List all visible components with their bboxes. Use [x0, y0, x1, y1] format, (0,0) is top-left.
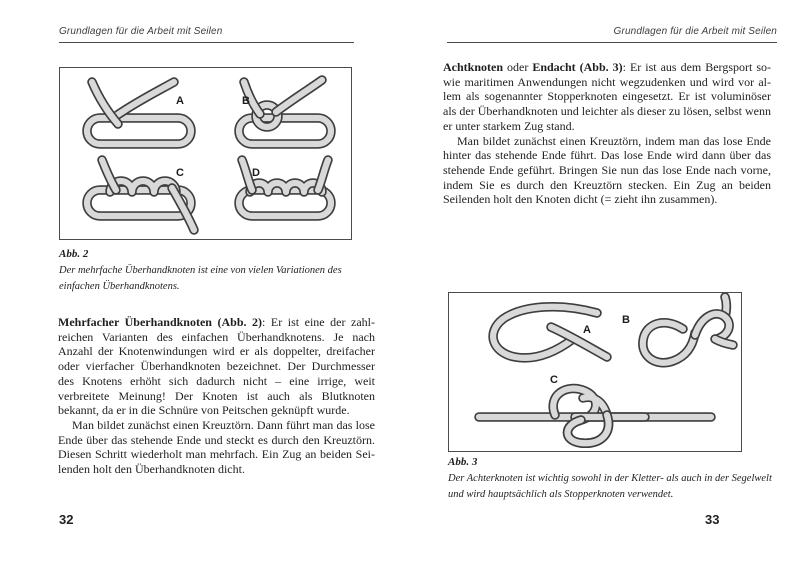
paragraph: Man bildet zunächst einen Kreuztörn, indem man das lose Ende hinter das stehende Ende führt. Das lose Ende wird dann über das stehende Ende geführt. Bringen Sie nun das lose Ende nach vorne, indem Sie es durch den Kreuztörn stecken. Ein Zug an beiden Seilenden holt den Knoten dicht (= zieht ihn zusammen).	[443, 133, 771, 207]
body-text-right	[443, 60, 771, 207]
knot-diagram-a	[493, 307, 607, 358]
body-text-left	[58, 315, 375, 477]
caption-title: Abb. 2	[59, 248, 89, 260]
caption-line: Der Achterknoten ist wichtig sowohl in der Kletter- als auch in der Segelwelt	[448, 473, 772, 484]
knot-label-b: B	[242, 95, 250, 107]
knot-diagram-d	[239, 160, 331, 216]
figure-caption-abb3	[448, 456, 773, 502]
running-head-left: Grundlagen für die Arbeit mit Seilen	[59, 26, 223, 37]
caption-line: und wird hauptsächlich als Stopperknoten verwendet.	[448, 488, 674, 500]
knot-label-b: B	[622, 314, 630, 326]
paragraph: Achtknoten oder Endacht (Abb. 3): Er ist aus dem Bergsport sowie maritimen Anwendungen nicht wegzudenken und wird vor allem als sogenannter Stopperknoten eingesetzt. Er ist voluminöser als der Überhandknoten und leichter als dieser zu lösen, selbst wenn er unter starkem Zug stand.	[443, 60, 771, 133]
paragraph: Mehrfacher Überhandknoten (Abb. 2): Er ist eine der zahlreichen Varianten des einfachen Überhandknotens. Je nach Anzahl der Knotenwindungen wird er als doppelter, dreifacher oder vierfacher Überhandknoten bezeichnet. Der Durchmesser des Knotens erhöht sich dadurch nicht – eine irrige, weit verbreitete Meinung! Der Knoten ist auch als Blutknoten bekannt, da er in die Schnüre von Peitschen geknüpft wurde.	[58, 315, 375, 418]
knot-label-c: C	[176, 167, 184, 179]
knot-diagram-b	[622, 297, 733, 363]
paragraph: Man bildet zunächst einen Kreuztörn. Dann führt man das lose Ende über das stehende Ende und steckt es durch den Kreuztörn. Diesen Schritt wiederholt man mehrfach. Ein Zug an beiden Seilenden holt den Überhandknoten dicht.	[58, 417, 375, 477]
knot-label-d: D	[252, 167, 260, 179]
page-number-right: 33	[705, 512, 720, 527]
page-number-left: 32	[59, 512, 74, 527]
knot-illustration-overhand-variants	[60, 68, 351, 239]
caption-text	[448, 471, 773, 502]
figure-abb2	[59, 67, 352, 240]
knot-diagram-b	[239, 80, 331, 144]
knot-label-a: A	[176, 95, 184, 107]
knot-label-a: A	[583, 324, 591, 336]
knot-diagram-c	[87, 160, 194, 230]
knot-illustration-figure-eight	[449, 293, 741, 449]
running-head-right: Grundlagen für die Arbeit mit Seilen	[613, 26, 777, 37]
caption-line: einfachen Überhandknotens.	[59, 280, 180, 292]
knot-diagram-c	[479, 374, 711, 443]
knot-diagram-a	[87, 82, 191, 144]
caption-text	[59, 263, 375, 294]
header-rule-left	[59, 42, 354, 43]
header-rule-right	[447, 42, 777, 43]
knot-label-c: C	[550, 374, 558, 386]
figure-caption-abb2	[59, 248, 375, 294]
caption-title: Abb. 3	[448, 456, 478, 468]
figure-abb3	[448, 292, 742, 452]
caption-line: Der mehrfache Überhandknoten ist eine von vielen Variationen des	[59, 265, 342, 276]
